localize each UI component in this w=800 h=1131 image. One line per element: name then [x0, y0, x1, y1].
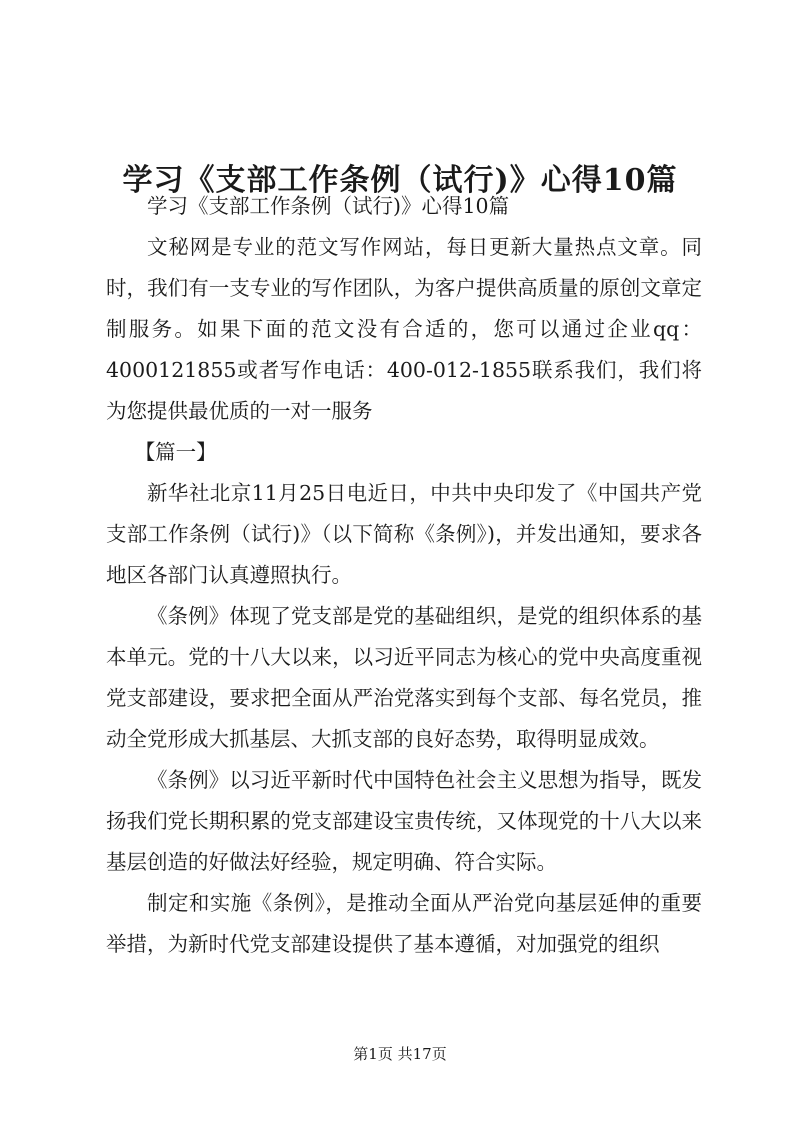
body-paragraph: 制定和实施《条例》，是推动全面从严治党向基层延伸的重要举措，为新时代党支部建设提供了基本遵循，对加强党的组织 [106, 891, 702, 956]
section-heading: 【篇一】 [134, 440, 217, 464]
body-paragraph: 新华社北京11月25日电近日，中共中央印发了《中国共产党支部工作条例（试行)》（以下简称《条例》)，并发出通知，要求各地区各部门认真遵照执行。 [106, 481, 702, 587]
subtitle-paragraph: 学习《支部工作条例（试行)》心得10篇 [147, 194, 510, 218]
page-title: 学习《支部工作条例（试行)》心得10篇 [122, 163, 678, 199]
page-footer: 第1页 共17页 [353, 1045, 447, 1063]
body-paragraph: 《条例》体现了党支部是党的基础组织，是党的组织体系的基本单元。党的十八大以来，以习近平同志为核心的党中央高度重视党支部建设，要求把全面从严治党落实到每个支部、每名党员，推动全党形成大抓基层、大抓支部的良好态势，取得明显成效。 [106, 604, 702, 751]
intro-paragraph: 文秘网是专业的范文写作网站，每日更新大量热点文章。同时，我们有一支专业的写作团队，为客户提供高质量的原创文章定制服务。如果下面的范文没有合适的，您可以通过企业qq：4000121855或者写作电话：400-012-1855联系我们，我们将为您提供最优质的一对一服务 [106, 235, 702, 423]
body-paragraph: 《条例》以习近平新时代中国特色社会主义思想为指导，既发扬我们党长期积累的党支部建设宝贵传统，又体现党的十八大以来基层创造的好做法好经验，规定明确、符合实际。 [106, 768, 702, 874]
document-body [106, 186, 702, 965]
